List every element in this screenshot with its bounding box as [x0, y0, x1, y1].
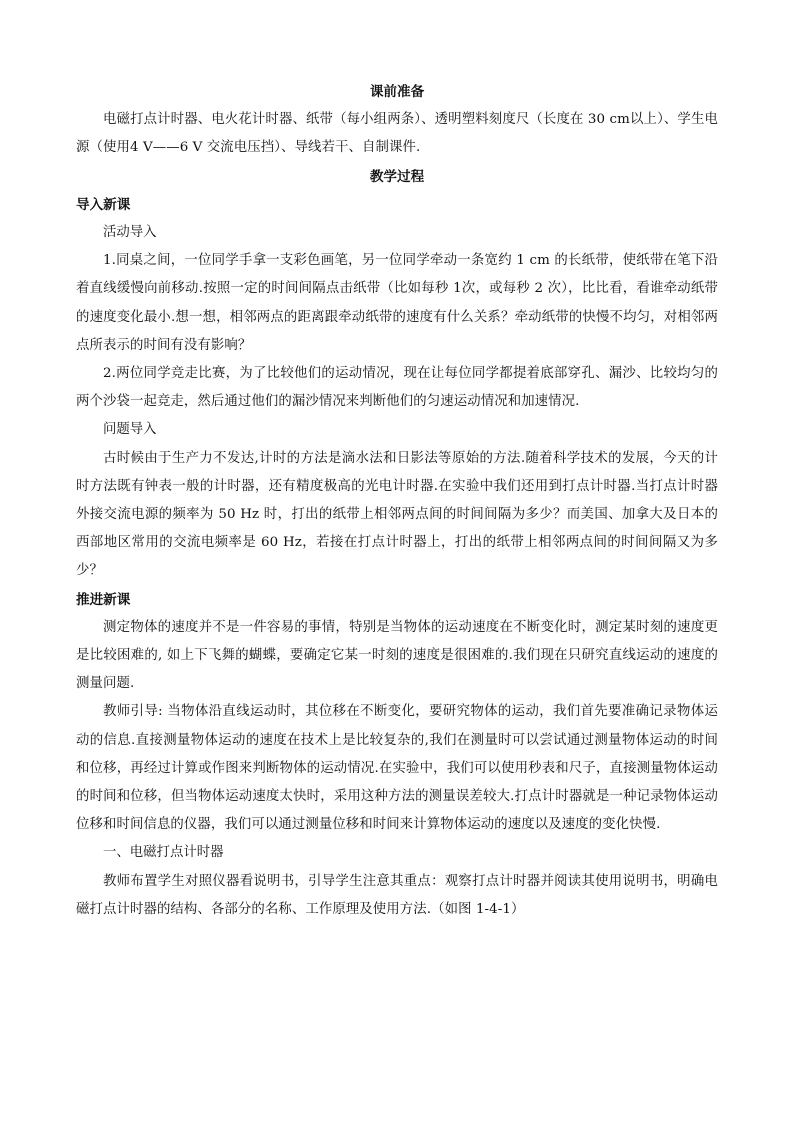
subheading-timer: 一、电磁打点计时器 — [103, 845, 224, 861]
advance-paragraph-1: 测定物体的速度并不是一件容易的事情，特别是当物体的运动速度在不断变化时，测定某时刻的速度更是比较困难的, 如上下飞舞的蝴蝶，要确定它某一时刻的速度是很困难的.我们现在只研究直线运动的速度的测量问题. — [76, 619, 718, 692]
subheading-activity: 活动导入 — [103, 225, 157, 241]
activity-paragraph-1: 1.同桌之间，一位同学手拿一支彩色画笔，另一位同学牵动一条宽约 1 cm 的长纸带，使纸带在笔下沿着直线缓慢向前移动.按照一定的时间间隔点击纸带（比如每秒 1次，或每秒 2 次），比比看，看谁牵动纸带的速度变化最小.想一想，相邻两点的距离跟牵动纸带的速度有什么关系？牵动纸带的快慢不均匀，对相邻两点所表示的时间有没有影响？ — [76, 253, 718, 353]
activity-paragraph-2: 2.两位同学竞走比赛，为了比较他们的运动情况，现在让每位同学都提着底部穿孔、漏沙、比较均匀的两个沙袋一起竞走，然后通过他们的漏沙情况来判断他们的匀速运动情况和加速情况. — [76, 366, 718, 410]
section-title-process: 教学过程 — [369, 168, 425, 185]
section-title-prep: 课前准备 — [369, 84, 425, 100]
heading-intro: 导入新课 — [76, 196, 131, 213]
advance-paragraph-3: 教师布置学生对照仪器看说明书，引导学生注意其重点：观察打点计时器并阅读其使用说明书，明确电磁打点计时器的结构、各部分的名称、工作原理及使用方法.（如图 1-4-1） — [76, 873, 718, 917]
prep-paragraph: 电磁打点计时器、电火花计时器、纸带（每小组两条）、透明塑料刻度尺（长度在 30 cm以上）、学生电源（使用4 V——6 V 交流电压挡）、导线若干、自制课件. — [76, 112, 718, 156]
document-content — [76, 78, 718, 924]
heading-advance: 推进新课 — [76, 591, 131, 608]
question-paragraph: 古时候由于生产力不发达,计时的方法是滴水法和日影法等原始的方法.随着科学技术的发展，今天的计时方法既有钟表一般的计时器，还有精度极高的光电计时器.在实验中我们还用到打点计时器.当打点计时器外接交流电源的频率为 50 Hz 时，打出的纸带上相邻两点间的时间间隔为多少？而美国、加拿大及日本的西部地区常用的交流电频率是 60 Hz，若接在打点计时器上，打出的纸带上相邻两点间的时间间隔又为多少？ — [76, 450, 718, 579]
subheading-question: 问题导入 — [103, 422, 157, 438]
advance-paragraph-2: 教师引导: 当物体沿直线运动时，其位移在不断变化，要研究物体的运动，我们首先要准确记录物体运动的信息.直接测量物体运动的速度在技术上是比较复杂的,我们在测量时可以尝试通过测量物体运动的时间和位移，再经过计算或作图来判断物体的运动情况.在实验中，我们可以使用秒表和尺子，直接测量物体运动的时间和位移，但当物体运动速度太快时，采用这种方法的测量误差较大.打点计时器就是一种记录物体运动位移和时间信息的仪器，我们可以通过测量位移和时间来计算物体运动的速度以及速度的变化快慢. — [76, 704, 718, 833]
